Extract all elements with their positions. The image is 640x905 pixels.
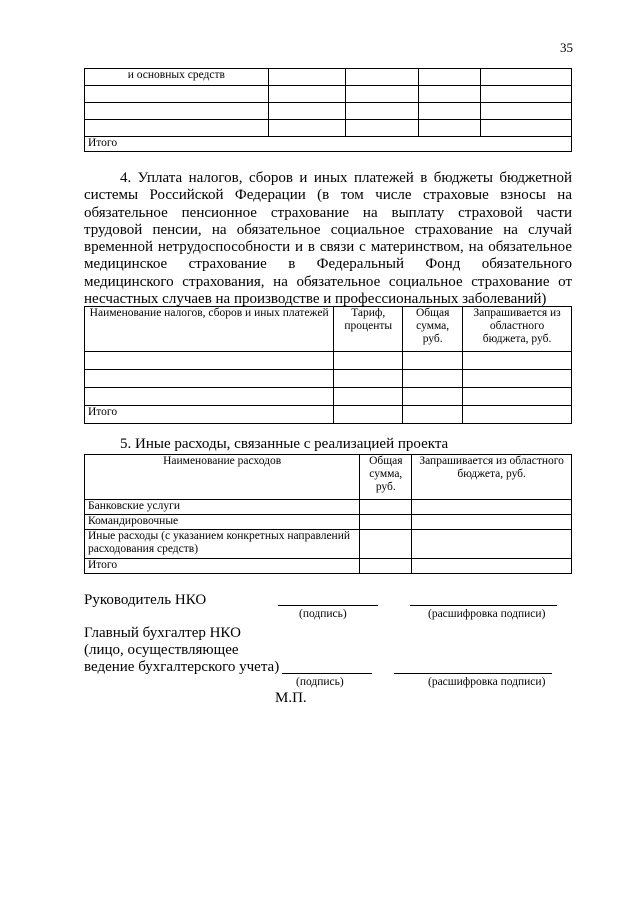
table-fixed-assets-continuation xyxy=(84,68,572,152)
table-cell[interactable] xyxy=(346,69,419,86)
column-header: Запрашивается из областного бюджета, руб. xyxy=(412,455,572,500)
section-5-title: 5. Иные расходы, связанные с реализацией проекта xyxy=(120,436,449,452)
accountant-label-line1: Главный бухгалтер НКО xyxy=(84,625,241,641)
table-total-row xyxy=(85,406,572,424)
table-cell[interactable] xyxy=(85,352,334,370)
table-other-expenses xyxy=(84,454,572,574)
decode-caption: (расшифровка подписи) xyxy=(428,676,546,688)
table-cell[interactable] xyxy=(85,86,269,103)
table-cell[interactable] xyxy=(346,86,419,103)
table-row xyxy=(85,103,572,120)
table-cell[interactable] xyxy=(360,515,412,530)
column-header: Общая сумма, руб. xyxy=(403,307,463,352)
accountant-decode-line[interactable] xyxy=(394,673,552,674)
table-cell[interactable] xyxy=(419,86,481,103)
table-cell[interactable] xyxy=(85,103,269,120)
table-cell[interactable] xyxy=(360,559,412,574)
column-header: Наименование расходов xyxy=(85,455,360,500)
table-cell[interactable] xyxy=(403,406,463,424)
table-cell[interactable] xyxy=(481,69,572,86)
table-row xyxy=(85,120,572,137)
total-label: Итого xyxy=(85,137,572,152)
table-cell[interactable] xyxy=(346,103,419,120)
table-cell[interactable] xyxy=(481,120,572,137)
row-label: Командировочные xyxy=(85,515,360,530)
decode-caption: (расшифровка подписи) xyxy=(428,608,546,620)
table-cell[interactable] xyxy=(346,120,419,137)
section-4-text xyxy=(84,170,572,308)
table-cell[interactable] xyxy=(268,120,346,137)
table-total-row xyxy=(85,137,572,152)
head-signature-line[interactable] xyxy=(278,605,378,606)
signature-caption: (подпись) xyxy=(299,608,347,620)
table-cell[interactable] xyxy=(419,103,481,120)
table-row xyxy=(85,530,572,559)
table-total-row xyxy=(85,559,572,574)
column-header: Запрашивается из областного бюджета, руб. xyxy=(463,307,572,352)
accountant-signature-line[interactable] xyxy=(282,673,372,674)
table-cell[interactable] xyxy=(360,500,412,515)
page-number: 35 xyxy=(560,40,573,55)
table-cell[interactable] xyxy=(268,86,346,103)
table-cell[interactable] xyxy=(403,352,463,370)
column-header: Тариф, проценты xyxy=(334,307,403,352)
row-label: Банковские услуги xyxy=(85,500,360,515)
table-cell[interactable] xyxy=(463,370,572,388)
table-header-row xyxy=(85,307,572,352)
table-cell[interactable] xyxy=(334,370,403,388)
table-header-row xyxy=(85,455,572,500)
table-cell[interactable] xyxy=(334,406,403,424)
table-cell[interactable] xyxy=(268,103,346,120)
table-cell[interactable] xyxy=(463,352,572,370)
table-row xyxy=(85,69,572,86)
table-cell[interactable] xyxy=(334,352,403,370)
table-cell[interactable] xyxy=(419,69,481,86)
table-row xyxy=(85,388,572,406)
total-label: Итого xyxy=(85,406,334,424)
column-header: Общая сумма, руб. xyxy=(360,455,412,500)
table-cell[interactable] xyxy=(419,120,481,137)
table-row xyxy=(85,86,572,103)
table-cell: и основных средств xyxy=(85,69,269,86)
table-cell[interactable] xyxy=(412,500,572,515)
table-cell[interactable] xyxy=(463,406,572,424)
table-cell[interactable] xyxy=(268,69,346,86)
table-cell[interactable] xyxy=(412,559,572,574)
column-header: Наименование налогов, сборов и иных платежей xyxy=(85,307,334,352)
accountant-label-line3: ведение бухгалтерского учета) xyxy=(84,659,280,675)
row-label: Иные расходы (с указанием конкретных направлений расходования средств) xyxy=(85,530,360,559)
table-cell[interactable] xyxy=(85,370,334,388)
table-cell[interactable] xyxy=(412,530,572,559)
signature-caption: (подпись) xyxy=(296,676,344,688)
table-cell[interactable] xyxy=(334,388,403,406)
head-label: Руководитель НКО xyxy=(84,592,207,608)
table-cell[interactable] xyxy=(481,86,572,103)
table-cell[interactable] xyxy=(360,530,412,559)
table-cell[interactable] xyxy=(85,120,269,137)
table-cell[interactable] xyxy=(85,388,334,406)
table-cell[interactable] xyxy=(481,103,572,120)
table-taxes xyxy=(84,306,572,424)
table-row xyxy=(85,500,572,515)
table-row xyxy=(85,515,572,530)
table-cell[interactable] xyxy=(403,370,463,388)
section-4-body: 4. Уплата налогов, сборов и иных платежей в бюджеты бюджетной системы Российской Федерации (в том числе страховые взносы на обязательное пенсионное страхование на выплату страховой части трудовой пенсии, на обязательное социальное страхование на случай временной нетрудоспособности и в связи с материнством, на обязательное медицинское страхование в Федеральный Фонд обязательного медицинского страхования, на обязательное социальное страхование от несчастных случаев на производстве и профессиональных заболеваний) xyxy=(84,170,572,308)
table-row xyxy=(85,370,572,388)
table-row xyxy=(85,352,572,370)
accountant-label-line2: (лицо, осуществляющее xyxy=(84,642,239,658)
total-label: Итого xyxy=(85,559,360,574)
head-decode-line[interactable] xyxy=(410,605,557,606)
table-cell[interactable] xyxy=(412,515,572,530)
table-cell[interactable] xyxy=(403,388,463,406)
stamp-place: М.П. xyxy=(275,690,307,706)
table-cell[interactable] xyxy=(463,388,572,406)
